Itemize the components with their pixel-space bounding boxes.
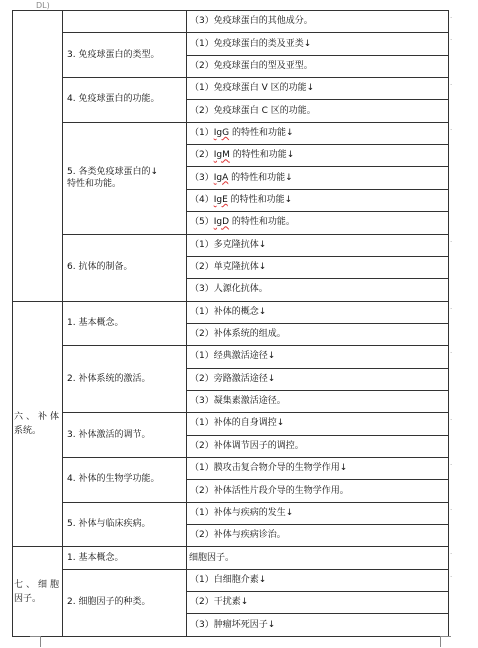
table-border-right — [448, 10, 449, 637]
section-title: 六、补体 — [14, 412, 63, 423]
topic-title: 4. 免疫球蛋白的功能。 — [67, 94, 160, 105]
list-item — [190, 149, 294, 161]
item-text: 的特性和功能↓ — [228, 172, 293, 183]
list-item: （3）肿瘤坏死因子↓ — [190, 619, 276, 630]
item-divider — [186, 211, 448, 212]
row-divider — [62, 32, 448, 33]
list-item: （2）单克隆抗体↓ — [190, 262, 267, 273]
item-text: 的特性和功能↓ — [227, 194, 293, 205]
cell-end-mark: · — [450, 416, 453, 425]
ig-term: IgG — [213, 127, 230, 138]
cell-end-mark: · — [450, 304, 453, 313]
list-item: （1）膜攻击复合物介导的生物学作用↓ — [190, 463, 348, 474]
topic-title: 3. 免疫球蛋白的类型。 — [67, 49, 160, 60]
list-item — [190, 216, 295, 228]
list-item: （1）经典激活途径↓ — [190, 351, 276, 362]
item-divider — [186, 435, 448, 436]
item-divider — [186, 613, 448, 614]
item-divider — [186, 189, 448, 190]
list-item — [190, 194, 292, 206]
item-divider — [186, 323, 448, 324]
cell-end-mark: · — [450, 572, 453, 581]
topic-line: 特性和功能。 — [67, 178, 122, 189]
item-divider — [186, 368, 448, 369]
cell-end-mark: · — [450, 81, 453, 90]
table-border-left — [12, 10, 13, 637]
list-item: （1）多克隆抗体↓ — [190, 239, 267, 250]
row-divider — [62, 502, 448, 503]
list-item: （2）旁路激活途径↓ — [190, 373, 276, 384]
section-title: 系统。 — [14, 426, 42, 437]
list-item: （2）补体系统的组成。 — [190, 329, 286, 340]
item-divider — [186, 591, 448, 592]
item-divider — [186, 99, 448, 100]
topic-title: 2. 细胞因子的种类。 — [67, 597, 151, 608]
cell-end-mark: · — [450, 36, 453, 45]
list-item: （2）补体活性片段介导的生物学作用。 — [190, 485, 349, 496]
item-divider — [186, 524, 448, 525]
list-item: （1）白细胞介素↓ — [190, 574, 267, 585]
section-title: 因子。 — [14, 594, 42, 605]
list-item: （3）免疫球蛋白的其他成分。 — [190, 16, 313, 27]
topic-title: 1. 基本概念。 — [67, 552, 124, 563]
list-item: （1）免疫球蛋白 V 区的功能↓ — [190, 83, 315, 94]
item-number: （1） — [190, 127, 214, 138]
list-item: （2）免疫球蛋白 C 区的功能。 — [190, 105, 316, 116]
cell-end-mark: · — [450, 461, 453, 469]
topic-title: 2. 补体系统的激活。 — [67, 373, 151, 384]
page-corner-mark — [30, 636, 41, 647]
cell-end-mark: · — [450, 14, 453, 22]
item-text: 的特性和功能↓ — [229, 127, 294, 138]
list-item: （2）补体调节因子的调控。 — [190, 440, 304, 451]
list-item — [190, 172, 293, 184]
item-divider — [186, 479, 448, 480]
list-item: （1）免疫球蛋白的类及亚类↓ — [190, 38, 312, 49]
row-divider — [62, 569, 448, 570]
row-divider — [62, 122, 448, 123]
list-item: （2）补体与疾病诊治。 — [190, 530, 286, 541]
cell-end-mark: · — [450, 550, 453, 559]
cell-end-mark: · — [450, 125, 453, 134]
table-border-top — [12, 10, 448, 11]
column-divider — [62, 10, 63, 637]
ig-term: IgM — [213, 150, 230, 161]
ig-term: IgE — [213, 194, 228, 205]
topic-title: 3. 补体激活的调节。 — [67, 429, 151, 440]
item-divider — [186, 278, 448, 279]
cell-end-mark: · — [450, 237, 453, 246]
row-divider — [62, 77, 448, 78]
row-divider — [12, 546, 448, 547]
item-number: （4） — [190, 194, 214, 205]
list-item: （2）免疫球蛋白的型及亚型。 — [190, 60, 313, 71]
topic-title: 6. 抗体的制备。 — [67, 262, 133, 273]
row-divider — [62, 412, 448, 413]
item-divider — [186, 166, 448, 167]
section-title: 七、细胞 — [14, 580, 63, 591]
item-text: 的特性和功能↓ — [229, 150, 295, 161]
row-divider — [62, 457, 448, 458]
list-item — [190, 127, 293, 139]
list-item: （3）人源化抗体。 — [190, 284, 268, 295]
topic-title: 5. 补体与临床疾病。 — [67, 519, 151, 530]
topic-line: 5. 各类免疫球蛋白的↓ — [67, 166, 158, 177]
topic-title: 4. 补体的生物学功能。 — [67, 474, 160, 485]
row-divider — [12, 636, 448, 637]
item-divider — [186, 55, 448, 56]
item-divider — [186, 256, 448, 257]
page-corner-mark — [440, 636, 451, 647]
item-divider — [186, 390, 448, 391]
list-item: （3）凝集素激活途径。 — [190, 396, 286, 407]
list-item: 细胞因子。 — [189, 552, 235, 563]
item-number: （3） — [190, 172, 214, 183]
ig-term: IgD — [213, 217, 230, 228]
item-number: （2） — [190, 150, 214, 161]
list-item: （2）干扰素↓ — [190, 597, 249, 608]
list-item: （1）补体的概念↓ — [190, 306, 267, 317]
item-divider — [186, 144, 448, 145]
row-divider — [12, 301, 448, 302]
list-item: （1）补体与疾病的发生↓ — [190, 507, 294, 518]
list-item: （1）补体的自身调控↓ — [190, 418, 285, 429]
topic-title: 1. 基本概念。 — [67, 317, 124, 328]
item-text: 的特性和功能。 — [229, 217, 295, 228]
cell-end-mark: · — [450, 505, 453, 514]
item-number: （5） — [190, 217, 214, 228]
cell-end-mark: · — [450, 349, 453, 358]
row-divider — [62, 345, 448, 346]
ig-term: IgA — [213, 172, 229, 183]
page-header: DL) — [36, 1, 50, 10]
row-divider — [62, 234, 448, 235]
